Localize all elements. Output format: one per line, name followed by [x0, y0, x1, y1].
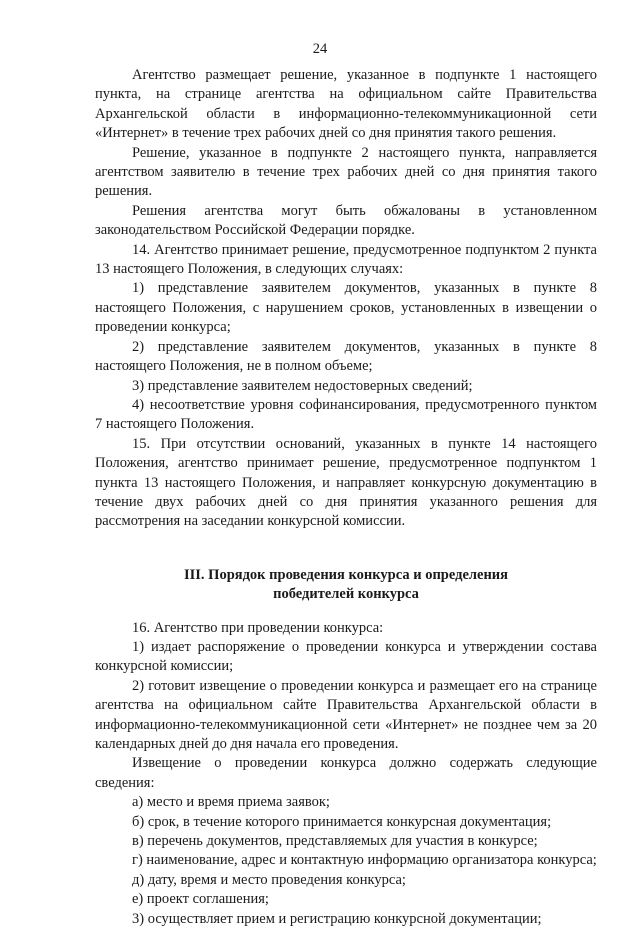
- paragraph-item-15: 15. При отсутствии оснований, указанных в пункте 14 настоящего Положения, агентство принимает решение, предусмотренное подпунктом 1 пункта 13 настоящего Положения, и направляет конкурсную документацию в течение двух рабочих дней со дня принятия указанного решения для рассмотрения на заседании конкурсной комиссии.: [95, 435, 597, 530]
- paragraph-notice-item-d: д) дату, время и место проведения конкурса;: [132, 871, 406, 888]
- paragraph-notice-contents: Извещение о проведении конкурса должно содержать следующие сведения:: [95, 755, 597, 791]
- paragraph-item-14-1: 1) представление заявителем документов, указанных в пункте 8 настоящего Положения, с нарушением сроков, установленных в извещении о проведении конкурса;: [95, 280, 597, 336]
- paragraph-notice-item-b: б) срок, в течение которого принимается конкурсная документация;: [132, 813, 552, 830]
- paragraph-appeal: Решения агентства могут быть обжалованы в установленном законодательством Российской Федерации порядке.: [95, 202, 597, 239]
- paragraph-notice-item-g: г) наименование, адрес и контактную информацию организатора конкурса;: [132, 852, 597, 869]
- page-number: 24: [312, 41, 328, 57]
- paragraph-item-16-3: 3) осуществляет прием и регистрацию конкурсной документации;: [132, 910, 542, 927]
- paragraph-decision-notification: Решение, указанное в подпункте 2 настоящего пункта, направляется агентством заявителю в течение трех рабочих дней со дня принятия такого решения.: [95, 144, 597, 200]
- paragraph-item-16-2: 2) готовит извещение о проведении конкурса и размещает его на странице агентства на официальном сайте Правительства Архангельской области в информационно-телекоммуникационной сети «Интернет» не позднее чем за 20 календарных дней до дня начала его проведения.: [95, 677, 597, 752]
- paragraph-item-16-1: 1) издает распоряжение о проведении конкурса и утверждении состава конкурсной комиссии;: [95, 638, 597, 675]
- section-heading: [95, 566, 597, 605]
- paragraph-item-16: 16. Агентство при проведении конкурса:: [132, 619, 384, 636]
- paragraph-publication-of-decision: Агентство размещает решение, указанное в подпункте 1 настоящего пункта, на странице агентства на официальном сайте Правительства Архангельской области в информационно-телекоммуникационной сети «Интернет» в течение трех рабочих дней со дня принятия такого решения.: [95, 67, 597, 142]
- paragraph-item-14-4: 4) несоответствие уровня софинансирования, предусмотренного пунктом 7 настоящего Положения.: [95, 396, 597, 433]
- section-heading-line-1: III. Порядок проведения конкурса и определения: [183, 566, 509, 583]
- paragraph-notice-item-v: в) перечень документов, представляемых для участия в конкурсе;: [132, 833, 538, 850]
- paragraph-item-14-3: 3) представление заявителем недостоверных сведений;: [132, 377, 473, 394]
- paragraph-item-14-2: 2) представление заявителем документов, указанных в пункте 8 настоящего Положения, не в полном объеме;: [95, 338, 597, 375]
- paragraph-notice-item-e: е) проект соглашения;: [132, 891, 269, 908]
- paragraph-notice-item-a: а) место и время приема заявок;: [132, 794, 330, 811]
- paragraph-item-14: 14. Агентство принимает решение, предусмотренное подпунктом 2 пункта 13 настоящего Положения, в следующих случаях:: [95, 241, 597, 278]
- section-heading-line-2: победителей конкурса: [273, 586, 419, 603]
- document-body: [95, 66, 597, 929]
